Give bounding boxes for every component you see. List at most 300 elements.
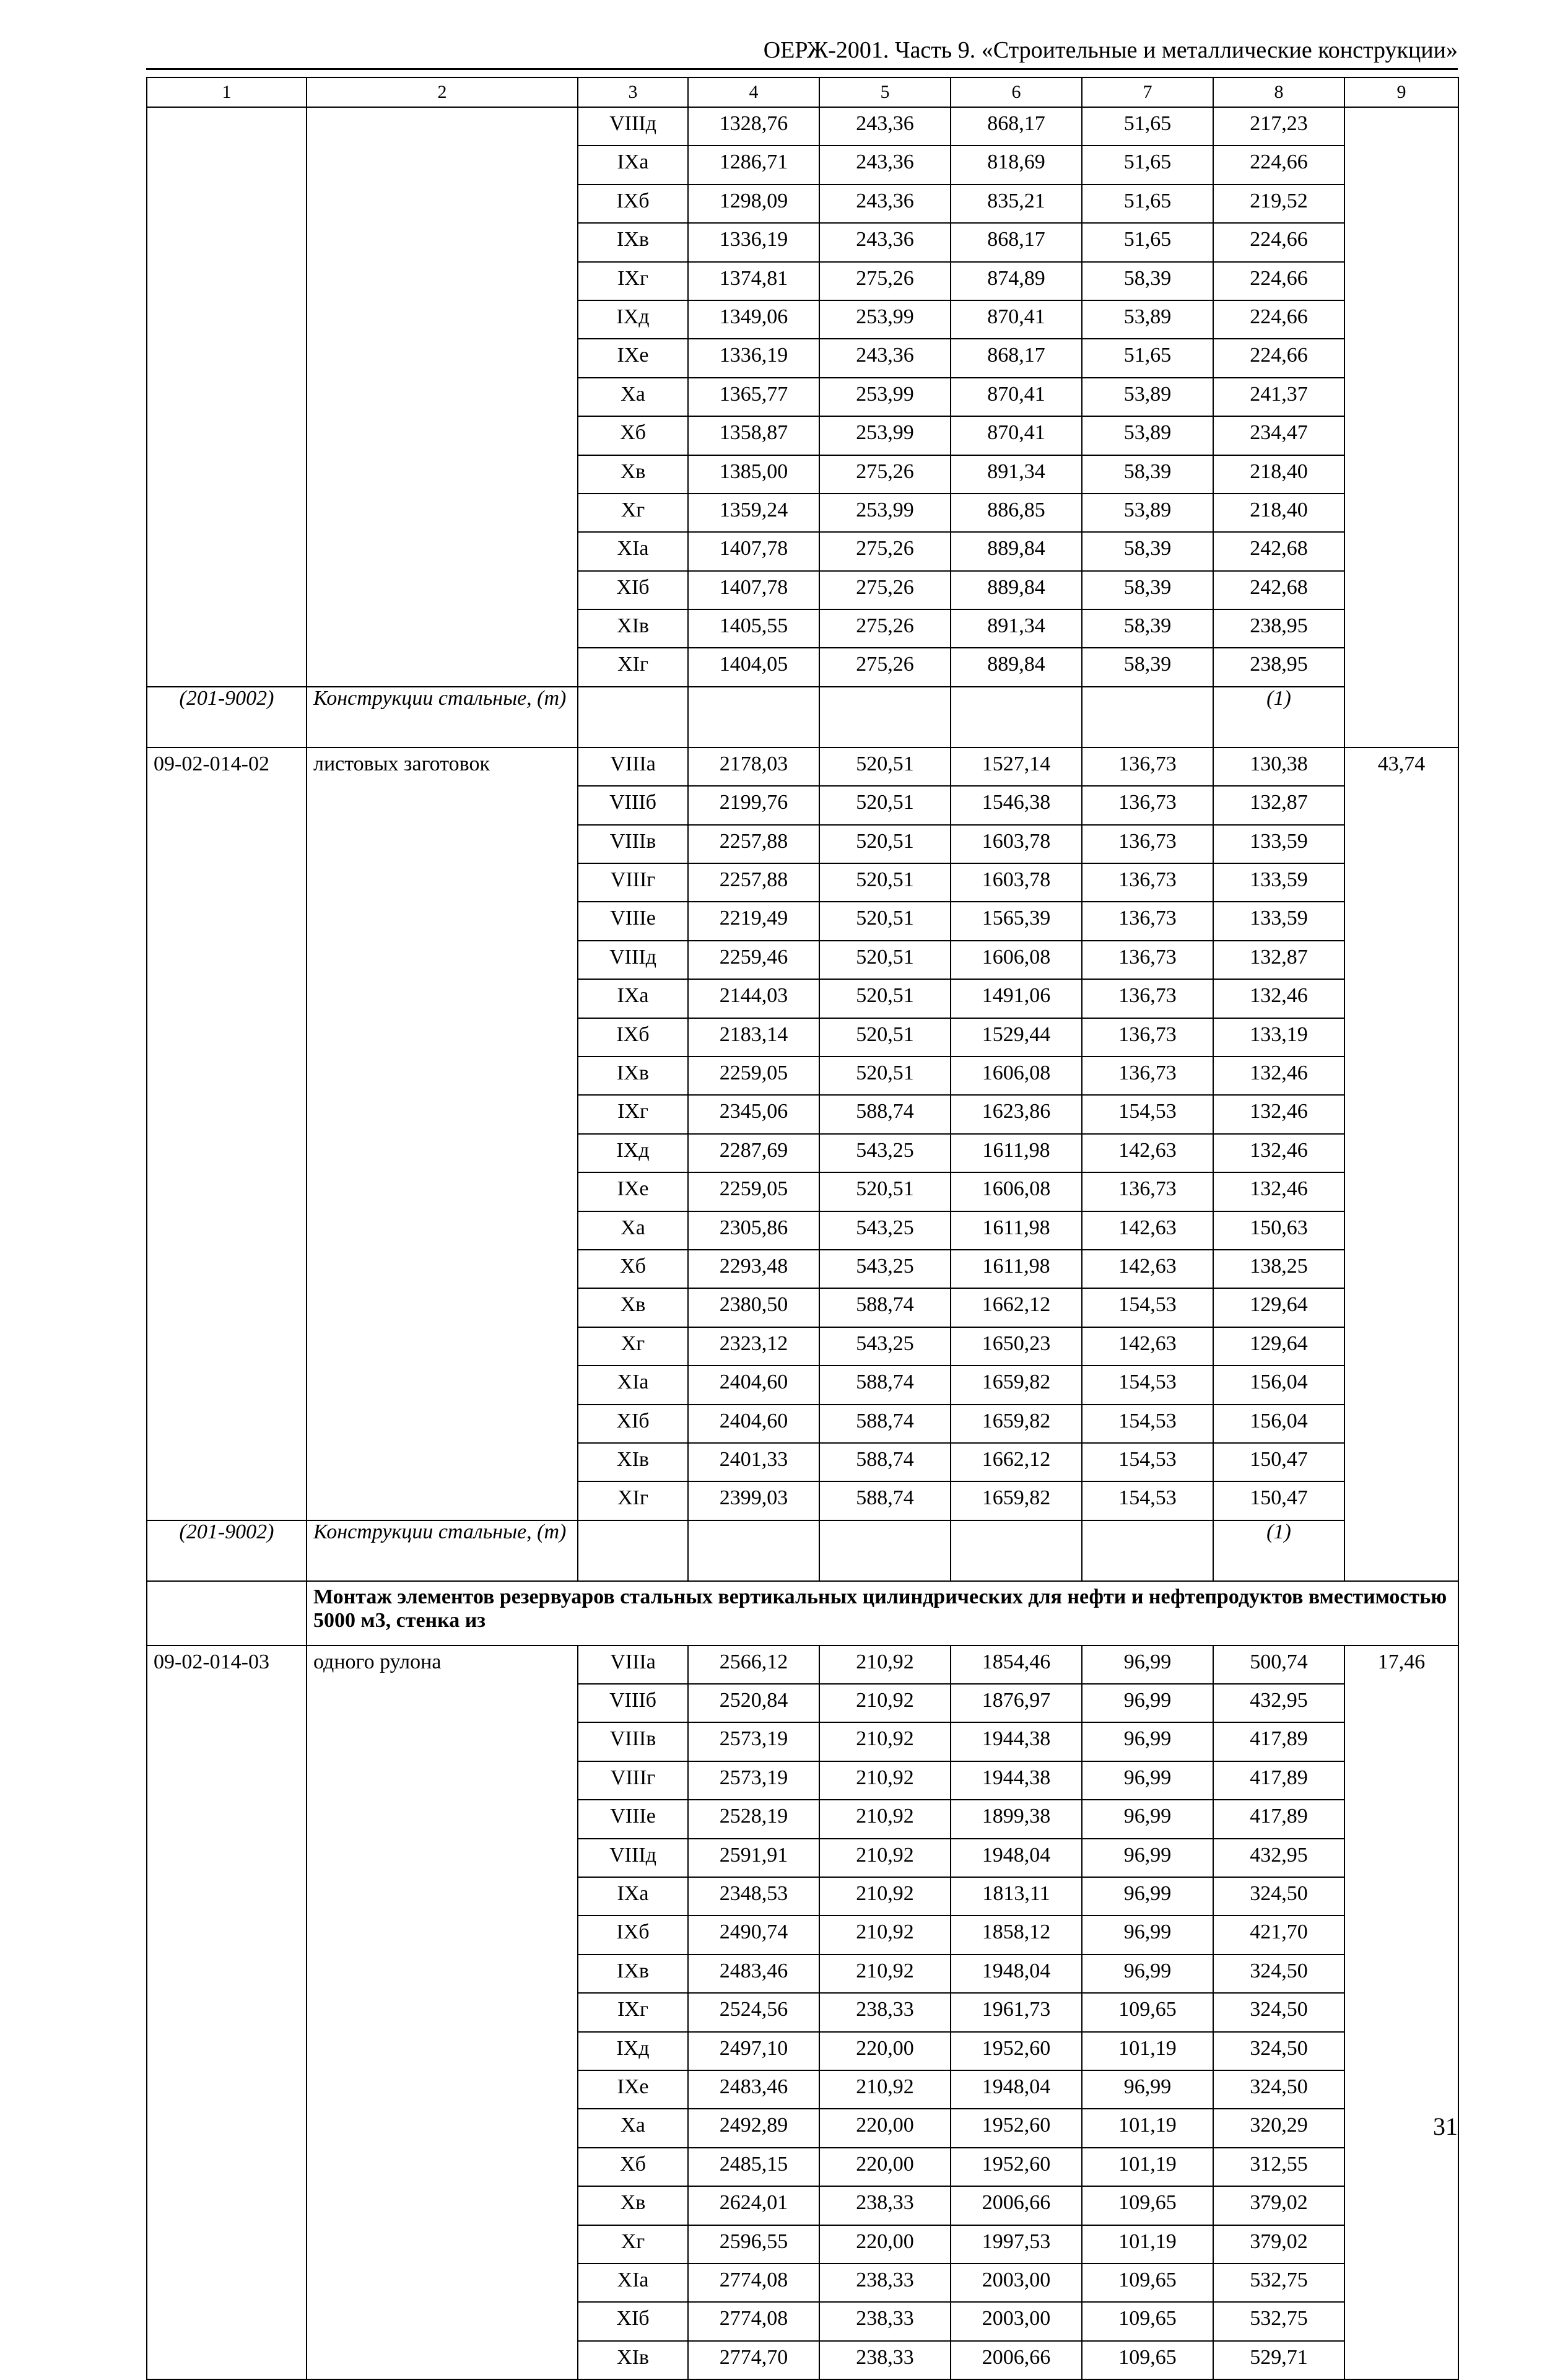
total-cost-cell: 2528,19 [688, 1800, 819, 1838]
total-cost-cell: 2483,46 [688, 2070, 819, 2109]
empty-cell [951, 687, 1082, 748]
total-cost-cell: 2401,33 [688, 1443, 819, 1481]
materials-cost-cell: 417,89 [1213, 1761, 1344, 1800]
wages-cell: 520,51 [819, 902, 951, 940]
wages-cell: 210,92 [819, 1955, 951, 1993]
materials-cost-cell: 129,64 [1213, 1327, 1344, 1366]
header-rule [146, 68, 1458, 70]
materials-cost-cell: 234,47 [1213, 416, 1344, 455]
total-cost-cell: 2404,60 [688, 1366, 819, 1404]
operator-wages-cell: 58,39 [1082, 455, 1213, 494]
machine-cost-cell: 1961,73 [951, 1993, 1082, 2031]
total-cost-cell: 2566,12 [688, 1646, 819, 1684]
operator-wages-cell: 136,73 [1082, 1018, 1213, 1057]
operator-wages-cell: 51,65 [1082, 223, 1213, 261]
total-cost-cell: 2485,15 [688, 2148, 819, 2186]
total-cost-cell: 2199,76 [688, 786, 819, 824]
materials-cost-cell: 150,63 [1213, 1211, 1344, 1250]
wages-cell: 275,26 [819, 532, 951, 570]
empty-cell [819, 687, 951, 748]
machine-cost-cell: 1611,98 [951, 1250, 1082, 1288]
operator-wages-cell: 142,63 [1082, 1134, 1213, 1172]
operator-wages-cell: 96,99 [1082, 1800, 1213, 1838]
wages-cell: 253,99 [819, 378, 951, 416]
wages-cell: 275,26 [819, 455, 951, 494]
machine-cost-cell: 835,21 [951, 185, 1082, 223]
machine-cost-cell: 1876,97 [951, 1684, 1082, 1722]
materials-cost-cell: 219,52 [1213, 185, 1344, 223]
wages-cell: 275,26 [819, 571, 951, 609]
wages-cell: 520,51 [819, 979, 951, 1018]
operator-wages-cell: 58,39 [1082, 262, 1213, 300]
materials-cost-cell: 156,04 [1213, 1366, 1344, 1404]
total-cost-cell: 1385,00 [688, 455, 819, 494]
materials-cost-cell: 324,50 [1213, 2032, 1344, 2070]
total-cost-cell: 2591,91 [688, 1839, 819, 1877]
materials-cost-cell: 421,70 [1213, 1916, 1344, 1954]
wages-cell: 220,00 [819, 2109, 951, 2147]
empty-cell [1082, 687, 1213, 748]
resource-code: (201-9002) [147, 1520, 307, 1581]
machine-cost-cell: 886,85 [951, 494, 1082, 532]
machine-cost-cell: 1662,12 [951, 1443, 1082, 1481]
wages-cell: 588,74 [819, 1095, 951, 1133]
region-code-cell: XIг [578, 1481, 688, 1520]
wages-cell: 210,92 [819, 1646, 951, 1684]
region-code-cell: VIIIа [578, 748, 688, 786]
empty-cell [1082, 1520, 1213, 1581]
column-number: 9 [1344, 77, 1458, 107]
operator-wages-cell: 136,73 [1082, 1172, 1213, 1211]
region-code-cell: VIIIа [578, 1646, 688, 1684]
wages-cell: 253,99 [819, 416, 951, 455]
wages-cell: 588,74 [819, 1288, 951, 1327]
resource-name: Конструкции стальные, (т) [307, 1520, 578, 1581]
machine-cost-cell: 870,41 [951, 378, 1082, 416]
region-code-cell: VIIIе [578, 902, 688, 940]
machine-cost-cell: 1650,23 [951, 1327, 1082, 1366]
total-cost-cell: 2345,06 [688, 1095, 819, 1133]
machine-cost-cell: 1606,08 [951, 1057, 1082, 1095]
total-cost-cell: 1405,55 [688, 609, 819, 648]
operator-wages-cell: 96,99 [1082, 1722, 1213, 1761]
region-code-cell: IXг [578, 1993, 688, 2031]
materials-cost-cell: 156,04 [1213, 1405, 1344, 1443]
operator-wages-cell: 136,73 [1082, 979, 1213, 1018]
materials-cost-cell: 150,47 [1213, 1443, 1344, 1481]
wages-cell: 243,36 [819, 223, 951, 261]
machine-cost-cell: 868,17 [951, 223, 1082, 261]
wages-cell: 243,36 [819, 339, 951, 377]
wages-cell: 210,92 [819, 1722, 951, 1761]
operator-wages-cell: 109,65 [1082, 2302, 1213, 2340]
wages-cell: 238,33 [819, 2264, 951, 2302]
operator-wages-cell: 154,53 [1082, 1095, 1213, 1133]
machine-cost-cell: 1813,11 [951, 1877, 1082, 1916]
total-cost-cell: 2774,08 [688, 2264, 819, 2302]
machine-cost-cell: 1952,60 [951, 2109, 1082, 2147]
total-cost-cell: 1407,78 [688, 532, 819, 570]
operator-wages-cell: 109,65 [1082, 2186, 1213, 2225]
materials-cost-cell: 432,95 [1213, 1839, 1344, 1877]
wages-cell: 520,51 [819, 825, 951, 863]
region-code-cell: XIа [578, 2264, 688, 2302]
materials-cost-cell: 132,46 [1213, 1134, 1344, 1172]
region-code-cell: XIб [578, 1405, 688, 1443]
machine-cost-cell: 1948,04 [951, 2070, 1082, 2109]
machine-cost-cell: 1529,44 [951, 1018, 1082, 1057]
wages-cell: 253,99 [819, 300, 951, 339]
region-code-cell: VIIIд [578, 1839, 688, 1877]
operator-wages-cell: 154,53 [1082, 1288, 1213, 1327]
machine-cost-cell: 1565,39 [951, 902, 1082, 940]
total-cost-cell: 1359,24 [688, 494, 819, 532]
operator-wages-cell: 101,19 [1082, 2109, 1213, 2147]
materials-cost-cell: 133,19 [1213, 1018, 1344, 1057]
wage-cost-col9: 17,46 [1344, 1646, 1458, 2379]
materials-cost-cell: 379,02 [1213, 2186, 1344, 2225]
total-cost-cell: 1349,06 [688, 300, 819, 339]
wages-cell: 588,74 [819, 1366, 951, 1404]
wage-cost-col9 [1344, 107, 1458, 748]
materials-cost-cell: 133,59 [1213, 902, 1344, 940]
wages-cell: 520,51 [819, 748, 951, 786]
materials-cost-cell: 138,25 [1213, 1250, 1344, 1288]
wages-cell: 238,33 [819, 2341, 951, 2379]
region-code-cell: IXд [578, 1134, 688, 1172]
total-cost-cell: 1374,81 [688, 262, 819, 300]
work-name: одного рулона [307, 1646, 578, 2379]
total-cost-cell: 1336,19 [688, 223, 819, 261]
operator-wages-cell: 154,53 [1082, 1481, 1213, 1520]
region-code-cell: Xв [578, 2186, 688, 2225]
section-title: Монтаж элементов резервуаров стальных вертикальных цилиндрических для нефти и нефтепродуктов вместимостью 5000 м3, стенка из [307, 1581, 1458, 1646]
total-cost-cell: 1336,19 [688, 339, 819, 377]
region-code-cell: IXг [578, 1095, 688, 1133]
machine-cost-cell: 1527,14 [951, 748, 1082, 786]
wages-cell: 210,92 [819, 1761, 951, 1800]
machine-cost-cell: 1491,06 [951, 979, 1082, 1018]
wages-cell: 543,25 [819, 1211, 951, 1250]
total-cost-cell: 2219,49 [688, 902, 819, 940]
operator-wages-cell: 136,73 [1082, 902, 1213, 940]
region-code-cell: IXа [578, 979, 688, 1018]
operator-wages-cell: 142,63 [1082, 1250, 1213, 1288]
total-cost-cell: 2183,14 [688, 1018, 819, 1057]
wages-cell: 220,00 [819, 2225, 951, 2264]
materials-cost-cell: 238,95 [1213, 648, 1344, 686]
total-cost-cell: 2404,60 [688, 1405, 819, 1443]
total-cost-cell: 1404,05 [688, 648, 819, 686]
materials-cost-cell: 132,87 [1213, 786, 1344, 824]
wages-cell: 238,33 [819, 2302, 951, 2340]
materials-cost-cell: 129,64 [1213, 1288, 1344, 1327]
column-number: 5 [819, 77, 951, 107]
wages-cell: 210,92 [819, 1800, 951, 1838]
empty-cell [147, 1581, 307, 1646]
empty-cell [688, 687, 819, 748]
region-code-cell: Xа [578, 378, 688, 416]
machine-cost-cell: 1546,38 [951, 786, 1082, 824]
empty-cell [578, 1520, 688, 1581]
operator-wages-cell: 101,19 [1082, 2148, 1213, 2186]
total-cost-cell: 2257,88 [688, 863, 819, 902]
total-cost-cell: 2497,10 [688, 2032, 819, 2070]
materials-cost-cell: 218,40 [1213, 494, 1344, 532]
operator-wages-cell: 142,63 [1082, 1211, 1213, 1250]
wages-cell: 275,26 [819, 262, 951, 300]
machine-cost-cell: 889,84 [951, 532, 1082, 570]
wages-cell: 520,51 [819, 1172, 951, 1211]
region-code-cell: VIIIд [578, 941, 688, 979]
empty-cell [578, 687, 688, 748]
wages-cell: 520,51 [819, 1018, 951, 1057]
resource-qty: (1) [1213, 687, 1344, 748]
rates-table-body [147, 77, 1458, 2379]
operator-wages-cell: 96,99 [1082, 2070, 1213, 2109]
operator-wages-cell: 51,65 [1082, 339, 1213, 377]
region-code-cell: IXб [578, 1916, 688, 1954]
region-code-cell: Xа [578, 1211, 688, 1250]
region-code-cell: VIIIв [578, 825, 688, 863]
materials-cost-cell: 417,89 [1213, 1722, 1344, 1761]
column-number: 1 [147, 77, 307, 107]
total-cost-cell: 2399,03 [688, 1481, 819, 1520]
materials-cost-cell: 130,38 [1213, 748, 1344, 786]
materials-cost-cell: 132,46 [1213, 1095, 1344, 1133]
materials-cost-cell: 224,66 [1213, 262, 1344, 300]
machine-cost-cell: 818,69 [951, 146, 1082, 184]
operator-wages-cell: 154,53 [1082, 1366, 1213, 1404]
column-number: 7 [1082, 77, 1213, 107]
region-code-cell: Xа [578, 2109, 688, 2147]
machine-cost-cell: 889,84 [951, 648, 1082, 686]
wages-cell: 543,25 [819, 1327, 951, 1366]
total-cost-cell: 2144,03 [688, 979, 819, 1018]
empty-cell [951, 1520, 1082, 1581]
wages-cell: 243,36 [819, 146, 951, 184]
table-row [147, 748, 1458, 786]
materials-cost-cell: 132,46 [1213, 979, 1344, 1018]
region-code-cell: IXв [578, 223, 688, 261]
wages-cell: 588,74 [819, 1443, 951, 1481]
total-cost-cell: 2492,89 [688, 2109, 819, 2147]
region-code-cell: Xг [578, 2225, 688, 2264]
wages-cell: 520,51 [819, 941, 951, 979]
wages-cell: 210,92 [819, 1839, 951, 1877]
materials-cost-cell: 242,68 [1213, 532, 1344, 570]
total-cost-cell: 1328,76 [688, 107, 819, 146]
region-code-cell: IXе [578, 1172, 688, 1211]
machine-cost-cell: 1606,08 [951, 1172, 1082, 1211]
region-code-cell: Xг [578, 494, 688, 532]
machine-cost-cell: 2006,66 [951, 2341, 1082, 2379]
operator-wages-cell: 101,19 [1082, 2032, 1213, 2070]
operator-wages-cell: 96,99 [1082, 1761, 1213, 1800]
machine-cost-cell: 1997,53 [951, 2225, 1082, 2264]
machine-cost-cell: 1948,04 [951, 1955, 1082, 1993]
region-code-cell: IXа [578, 146, 688, 184]
machine-cost-cell: 1952,60 [951, 2032, 1082, 2070]
materials-cost-cell: 133,59 [1213, 863, 1344, 902]
region-code-cell: IXб [578, 185, 688, 223]
total-cost-cell: 2259,46 [688, 941, 819, 979]
empty-cell [688, 1520, 819, 1581]
rate-code [147, 107, 307, 687]
operator-wages-cell: 53,89 [1082, 300, 1213, 339]
rate-code: 09-02-014-03 [147, 1646, 307, 2379]
machine-cost-cell: 868,17 [951, 107, 1082, 146]
empty-cell [819, 1520, 951, 1581]
machine-cost-cell: 891,34 [951, 455, 1082, 494]
wages-cell: 210,92 [819, 1684, 951, 1722]
total-cost-cell: 1358,87 [688, 416, 819, 455]
total-cost-cell: 2596,55 [688, 2225, 819, 2264]
region-code-cell: XIа [578, 532, 688, 570]
region-code-cell: IXд [578, 2032, 688, 2070]
machine-cost-cell: 891,34 [951, 609, 1082, 648]
operator-wages-cell: 136,73 [1082, 863, 1213, 902]
machine-cost-cell: 1606,08 [951, 941, 1082, 979]
resource-footer-row [147, 1520, 1458, 1581]
column-number: 8 [1213, 77, 1344, 107]
total-cost-cell: 2257,88 [688, 825, 819, 863]
region-code-cell: IXв [578, 1057, 688, 1095]
wages-cell: 243,36 [819, 107, 951, 146]
machine-cost-cell: 1944,38 [951, 1761, 1082, 1800]
total-cost-cell: 1286,71 [688, 146, 819, 184]
materials-cost-cell: 133,59 [1213, 825, 1344, 863]
materials-cost-cell: 532,75 [1213, 2302, 1344, 2340]
machine-cost-cell: 1659,82 [951, 1405, 1082, 1443]
resource-code: (201-9002) [147, 687, 307, 748]
wages-cell: 275,26 [819, 609, 951, 648]
region-code-cell: IXб [578, 1018, 688, 1057]
wages-cell: 275,26 [819, 648, 951, 686]
total-cost-cell: 2380,50 [688, 1288, 819, 1327]
operator-wages-cell: 142,63 [1082, 1327, 1213, 1366]
materials-cost-cell: 241,37 [1213, 378, 1344, 416]
machine-cost-cell: 1899,38 [951, 1800, 1082, 1838]
wages-cell: 210,92 [819, 2070, 951, 2109]
operator-wages-cell: 58,39 [1082, 609, 1213, 648]
total-cost-cell: 2624,01 [688, 2186, 819, 2225]
total-cost-cell: 2293,48 [688, 1250, 819, 1288]
machine-cost-cell: 1662,12 [951, 1288, 1082, 1327]
operator-wages-cell: 53,89 [1082, 378, 1213, 416]
region-code-cell: IXа [578, 1877, 688, 1916]
region-code-cell: Xб [578, 1250, 688, 1288]
operator-wages-cell: 58,39 [1082, 648, 1213, 686]
wages-cell: 520,51 [819, 786, 951, 824]
region-code-cell: XIв [578, 609, 688, 648]
region-code-cell: XIб [578, 571, 688, 609]
column-number: 2 [307, 77, 578, 107]
total-cost-cell: 2774,08 [688, 2302, 819, 2340]
region-code-cell: VIIIд [578, 107, 688, 146]
materials-cost-cell: 132,87 [1213, 941, 1344, 979]
column-number: 3 [578, 77, 688, 107]
machine-cost-cell: 2003,00 [951, 2302, 1082, 2340]
materials-cost-cell: 224,66 [1213, 339, 1344, 377]
materials-cost-cell: 150,47 [1213, 1481, 1344, 1520]
operator-wages-cell: 51,65 [1082, 185, 1213, 223]
operator-wages-cell: 58,39 [1082, 571, 1213, 609]
operator-wages-cell: 96,99 [1082, 1916, 1213, 1954]
total-cost-cell: 2520,84 [688, 1684, 819, 1722]
table-row [147, 107, 1458, 146]
operator-wages-cell: 136,73 [1082, 941, 1213, 979]
wage-cost-col9: 43,74 [1344, 748, 1458, 1581]
total-cost-cell: 2178,03 [688, 748, 819, 786]
region-code-cell: XIв [578, 1443, 688, 1481]
wages-cell: 543,25 [819, 1134, 951, 1172]
region-code-cell: VIIIг [578, 1761, 688, 1800]
machine-cost-cell: 868,17 [951, 339, 1082, 377]
wages-cell: 210,92 [819, 1877, 951, 1916]
wages-cell: 253,99 [819, 494, 951, 532]
operator-wages-cell: 136,73 [1082, 786, 1213, 824]
materials-cost-cell: 238,95 [1213, 609, 1344, 648]
operator-wages-cell: 96,99 [1082, 1839, 1213, 1877]
wages-cell: 520,51 [819, 863, 951, 902]
operator-wages-cell: 109,65 [1082, 2264, 1213, 2302]
work-name [307, 107, 578, 687]
materials-cost-cell: 224,66 [1213, 300, 1344, 339]
materials-cost-cell: 324,50 [1213, 1955, 1344, 1993]
materials-cost-cell: 312,55 [1213, 2148, 1344, 2186]
region-code-cell: IXд [578, 300, 688, 339]
wages-cell: 588,74 [819, 1481, 951, 1520]
machine-cost-cell: 1611,98 [951, 1134, 1082, 1172]
page-header-title: ОЕРЖ-2001. Часть 9. «Строительные и металлические конструкции» [763, 37, 1458, 63]
column-number-row [147, 77, 1458, 107]
materials-cost-cell: 132,46 [1213, 1172, 1344, 1211]
total-cost-cell: 2323,12 [688, 1327, 819, 1366]
region-code-cell: IXе [578, 339, 688, 377]
resource-qty: (1) [1213, 1520, 1344, 1581]
machine-cost-cell: 1603,78 [951, 863, 1082, 902]
machine-cost-cell: 1623,86 [951, 1095, 1082, 1133]
rates-table [146, 77, 1459, 2380]
operator-wages-cell: 136,73 [1082, 748, 1213, 786]
region-code-cell: VIIIе [578, 1800, 688, 1838]
region-code-cell: IXг [578, 262, 688, 300]
region-code-cell: Xв [578, 455, 688, 494]
operator-wages-cell: 136,73 [1082, 825, 1213, 863]
resource-name: Конструкции стальные, (т) [307, 687, 578, 748]
machine-cost-cell: 1952,60 [951, 2148, 1082, 2186]
rate-code: 09-02-014-02 [147, 748, 307, 1520]
materials-cost-cell: 224,66 [1213, 223, 1344, 261]
total-cost-cell: 2259,05 [688, 1057, 819, 1095]
region-code-cell: Xб [578, 416, 688, 455]
region-code-cell: XIб [578, 2302, 688, 2340]
machine-cost-cell: 1659,82 [951, 1366, 1082, 1404]
region-code-cell: VIIIг [578, 863, 688, 902]
operator-wages-cell: 53,89 [1082, 494, 1213, 532]
materials-cost-cell: 529,71 [1213, 2341, 1344, 2379]
region-code-cell: IXв [578, 1955, 688, 1993]
materials-cost-cell: 320,29 [1213, 2109, 1344, 2147]
operator-wages-cell: 136,73 [1082, 1057, 1213, 1095]
wages-cell: 220,00 [819, 2032, 951, 2070]
operator-wages-cell: 109,65 [1082, 1993, 1213, 2031]
materials-cost-cell: 242,68 [1213, 571, 1344, 609]
machine-cost-cell: 1948,04 [951, 1839, 1082, 1877]
wages-cell: 238,33 [819, 1993, 951, 2031]
operator-wages-cell: 101,19 [1082, 2225, 1213, 2264]
